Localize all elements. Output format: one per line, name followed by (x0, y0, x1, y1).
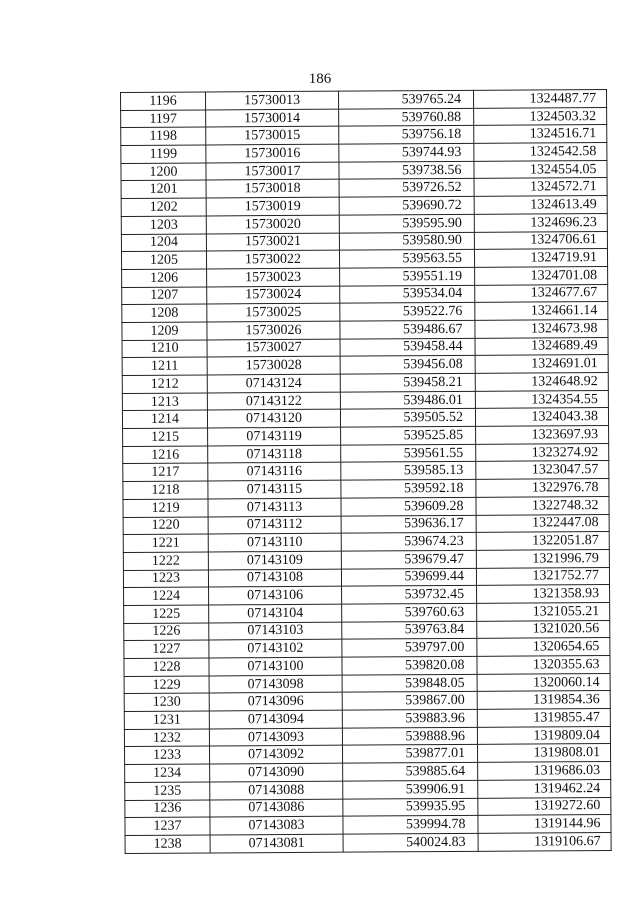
x-coordinate-cell: 539877.01 (342, 745, 477, 764)
y-coordinate-cell: 1324572.71 (474, 178, 607, 196)
point-code-cell: 15730028 (207, 356, 340, 374)
point-code-cell: 07143088 (210, 781, 343, 799)
point-number-cell: 1227 (124, 640, 209, 658)
x-coordinate-cell: 539534.04 (340, 285, 475, 304)
x-coordinate-cell: 539690.72 (339, 196, 474, 215)
point-code-cell: 07143119 (208, 427, 341, 445)
x-coordinate-cell: 539820.08 (342, 656, 477, 675)
point-number-cell: 1226 (124, 623, 209, 641)
point-number-cell: 1211 (122, 357, 207, 375)
point-code-cell: 15730013 (206, 91, 339, 109)
point-code-cell: 07143110 (208, 533, 341, 551)
point-code-cell: 07143100 (209, 657, 342, 675)
y-coordinate-cell: 1324554.05 (474, 160, 607, 178)
point-code-cell: 07143120 (207, 410, 340, 428)
y-coordinate-cell: 1319272.60 (478, 797, 611, 815)
y-coordinate-cell: 1324043.38 (475, 408, 608, 426)
y-coordinate-cell: 1319686.03 (478, 762, 611, 780)
point-code-cell: 07143096 (209, 693, 342, 711)
point-code-cell: 15730027 (207, 339, 340, 357)
x-coordinate-cell: 539486.01 (340, 391, 475, 410)
point-number-cell: 1217 (123, 463, 208, 481)
point-code-cell: 07143104 (209, 604, 342, 622)
table-row (125, 832, 611, 853)
point-number-cell: 1230 (124, 693, 209, 711)
x-coordinate-cell: 539458.21 (340, 373, 475, 392)
point-code-cell: 07143081 (210, 834, 343, 852)
x-coordinate-cell: 539561.55 (341, 444, 476, 463)
y-coordinate-cell: 1324701.08 (475, 266, 608, 284)
x-coordinate-cell: 539994.78 (343, 816, 478, 835)
point-number-cell: 1202 (121, 198, 206, 216)
point-number-cell: 1201 (121, 180, 206, 198)
point-code-cell: 15730020 (206, 215, 339, 233)
point-number-cell: 1222 (123, 552, 208, 570)
y-coordinate-cell: 1319144.96 (478, 815, 611, 833)
point-number-cell: 1206 (122, 269, 207, 287)
point-code-cell: 07143118 (208, 445, 341, 463)
x-coordinate-cell: 539592.18 (341, 479, 476, 498)
point-code-cell: 07143108 (208, 569, 341, 587)
point-number-cell: 1232 (124, 729, 209, 747)
y-coordinate-cell: 1324542.58 (474, 143, 607, 161)
point-number-cell: 1213 (122, 393, 207, 411)
x-coordinate-cell: 539726.52 (339, 179, 474, 198)
point-number-cell: 1224 (124, 587, 209, 605)
x-coordinate-cell: 539732.45 (342, 586, 477, 605)
coordinate-table-container (120, 89, 601, 853)
y-coordinate-cell: 1324487.77 (473, 90, 606, 108)
x-coordinate-cell: 539525.85 (341, 426, 476, 445)
point-code-cell: 07143124 (207, 374, 340, 392)
x-coordinate-cell: 539797.00 (342, 639, 477, 658)
x-coordinate-cell: 539756.18 (339, 126, 474, 145)
point-code-cell: 15730016 (206, 144, 339, 162)
point-number-cell: 1238 (125, 835, 210, 853)
y-coordinate-cell: 1321752.77 (476, 567, 609, 585)
x-coordinate-cell: 539674.23 (341, 533, 476, 552)
x-coordinate-cell: 539738.56 (339, 161, 474, 180)
y-coordinate-cell: 1319855.47 (477, 709, 610, 727)
y-coordinate-cell: 1324661.14 (475, 302, 608, 320)
point-code-cell: 07143116 (208, 463, 341, 481)
x-coordinate-cell: 539456.08 (340, 356, 475, 375)
y-coordinate-cell: 1324613.49 (474, 196, 607, 214)
x-coordinate-cell: 539458.44 (340, 338, 475, 357)
y-coordinate-cell: 1324677.67 (475, 284, 608, 302)
point-code-cell: 07143083 (210, 816, 343, 834)
y-coordinate-cell: 1321020.56 (477, 620, 610, 638)
point-code-cell: 07143106 (209, 586, 342, 604)
point-code-cell: 15730024 (207, 286, 340, 304)
y-coordinate-cell: 1322051.87 (476, 532, 609, 550)
point-number-cell: 1200 (121, 163, 206, 181)
point-number-cell: 1199 (121, 145, 206, 163)
point-code-cell: 15730018 (206, 180, 339, 198)
y-coordinate-cell: 1324516.71 (474, 125, 607, 143)
point-code-cell: 15730014 (206, 109, 339, 127)
x-coordinate-cell: 539760.63 (342, 603, 477, 622)
y-coordinate-cell: 1319808.01 (477, 744, 610, 762)
point-code-cell: 07143102 (209, 639, 342, 657)
y-coordinate-cell: 1319854.36 (477, 691, 610, 709)
y-coordinate-cell: 1319809.04 (477, 726, 610, 744)
point-number-cell: 1223 (123, 570, 208, 588)
y-coordinate-cell: 1324648.92 (475, 373, 608, 391)
y-coordinate-cell: 1323697.93 (476, 426, 609, 444)
point-number-cell: 1204 (121, 233, 206, 251)
point-number-cell: 1208 (122, 304, 207, 322)
y-coordinate-cell: 1324706.61 (474, 231, 607, 249)
point-code-cell: 07143109 (208, 551, 341, 569)
point-number-cell: 1220 (123, 516, 208, 534)
point-number-cell: 1196 (121, 92, 206, 110)
x-coordinate-cell: 539763.84 (342, 621, 477, 640)
point-code-cell: 15730019 (206, 197, 339, 215)
point-code-cell: 15730021 (206, 233, 339, 251)
point-number-cell: 1205 (121, 251, 206, 269)
point-number-cell: 1225 (124, 605, 209, 623)
x-coordinate-cell: 539636.17 (341, 515, 476, 534)
point-number-cell: 1219 (123, 499, 208, 517)
point-code-cell: 07143098 (209, 675, 342, 693)
point-number-cell: 1198 (121, 127, 206, 145)
point-number-cell: 1209 (122, 322, 207, 340)
y-coordinate-cell: 1324673.98 (475, 319, 608, 337)
y-coordinate-cell: 1321358.93 (477, 585, 610, 603)
x-coordinate-cell: 539505.52 (340, 409, 475, 428)
point-number-cell: 1218 (123, 481, 208, 499)
point-number-cell: 1234 (125, 764, 210, 782)
point-number-cell: 1207 (122, 287, 207, 305)
point-number-cell: 1214 (122, 410, 207, 428)
point-number-cell: 1210 (122, 340, 207, 358)
point-code-cell: 15730022 (206, 250, 339, 268)
point-number-cell: 1212 (122, 375, 207, 393)
point-code-cell: 15730026 (207, 321, 340, 339)
point-code-cell: 07143122 (207, 392, 340, 410)
point-code-cell: 07143113 (208, 498, 341, 516)
point-number-cell: 1215 (123, 428, 208, 446)
point-number-cell: 1216 (123, 446, 208, 464)
x-coordinate-cell: 539551.19 (340, 267, 475, 286)
x-coordinate-cell: 539848.05 (342, 674, 477, 693)
y-coordinate-cell: 1324354.55 (475, 390, 608, 408)
x-coordinate-cell: 539699.44 (341, 568, 476, 587)
point-number-cell: 1231 (124, 711, 209, 729)
y-coordinate-cell: 1320060.14 (477, 673, 610, 691)
x-coordinate-cell: 539935.95 (343, 798, 478, 817)
point-code-cell: 07143093 (209, 728, 342, 746)
point-number-cell: 1221 (123, 534, 208, 552)
coordinate-table-body (121, 90, 612, 854)
y-coordinate-cell: 1324691.01 (475, 355, 608, 373)
point-code-cell: 07143112 (208, 516, 341, 534)
point-code-cell: 07143103 (209, 622, 342, 640)
x-coordinate-cell: 539888.96 (342, 727, 477, 746)
point-number-cell: 1236 (125, 799, 210, 817)
point-number-cell: 1229 (124, 676, 209, 694)
point-number-cell: 1197 (121, 110, 206, 128)
page-number: 186 (308, 71, 332, 87)
point-code-cell: 15730025 (207, 303, 340, 321)
x-coordinate-cell: 539765.24 (338, 90, 473, 109)
point-code-cell: 15730017 (206, 162, 339, 180)
x-coordinate-cell: 539580.90 (339, 232, 474, 251)
point-number-cell: 1237 (125, 817, 210, 835)
y-coordinate-cell: 1319106.67 (478, 832, 611, 850)
y-coordinate-cell: 1321055.21 (477, 602, 610, 620)
x-coordinate-cell: 539595.90 (339, 214, 474, 233)
coordinate-table (120, 89, 612, 854)
y-coordinate-cell: 1319462.24 (478, 779, 611, 797)
y-coordinate-cell: 1320355.63 (477, 656, 610, 674)
y-coordinate-cell: 1322976.78 (476, 479, 609, 497)
point-number-cell: 1203 (121, 216, 206, 234)
y-coordinate-cell: 1324696.23 (474, 213, 607, 231)
x-coordinate-cell: 539760.88 (339, 108, 474, 127)
point-number-cell: 1228 (124, 658, 209, 676)
point-code-cell: 15730015 (206, 127, 339, 145)
x-coordinate-cell: 539883.96 (342, 709, 477, 728)
y-coordinate-cell: 1320654.65 (477, 638, 610, 656)
point-code-cell: 15730023 (207, 268, 340, 286)
x-coordinate-cell: 540024.83 (343, 833, 478, 852)
point-code-cell: 07143115 (208, 480, 341, 498)
x-coordinate-cell: 539885.64 (343, 762, 478, 781)
y-coordinate-cell: 1322447.08 (476, 514, 609, 532)
point-code-cell: 07143092 (209, 746, 342, 764)
y-coordinate-cell: 1324719.91 (474, 249, 607, 267)
x-coordinate-cell: 539585.13 (341, 462, 476, 481)
x-coordinate-cell: 539679.47 (341, 550, 476, 569)
y-coordinate-cell: 1321996.79 (476, 549, 609, 567)
y-coordinate-cell: 1323274.92 (476, 443, 609, 461)
y-coordinate-cell: 1322748.32 (476, 496, 609, 514)
point-number-cell: 1235 (125, 782, 210, 800)
x-coordinate-cell: 539563.55 (339, 250, 474, 269)
y-coordinate-cell: 1324689.49 (475, 337, 608, 355)
y-coordinate-cell: 1323047.57 (476, 461, 609, 479)
point-number-cell: 1233 (125, 746, 210, 764)
x-coordinate-cell: 539522.76 (340, 303, 475, 322)
x-coordinate-cell: 539906.91 (343, 780, 478, 799)
point-code-cell: 07143090 (210, 763, 343, 781)
x-coordinate-cell: 539609.28 (341, 497, 476, 516)
x-coordinate-cell: 539744.93 (339, 143, 474, 162)
x-coordinate-cell: 539867.00 (342, 692, 477, 711)
x-coordinate-cell: 539486.67 (340, 320, 475, 339)
point-code-cell: 07143094 (209, 710, 342, 728)
point-code-cell: 07143086 (210, 799, 343, 817)
y-coordinate-cell: 1324503.32 (474, 107, 607, 125)
